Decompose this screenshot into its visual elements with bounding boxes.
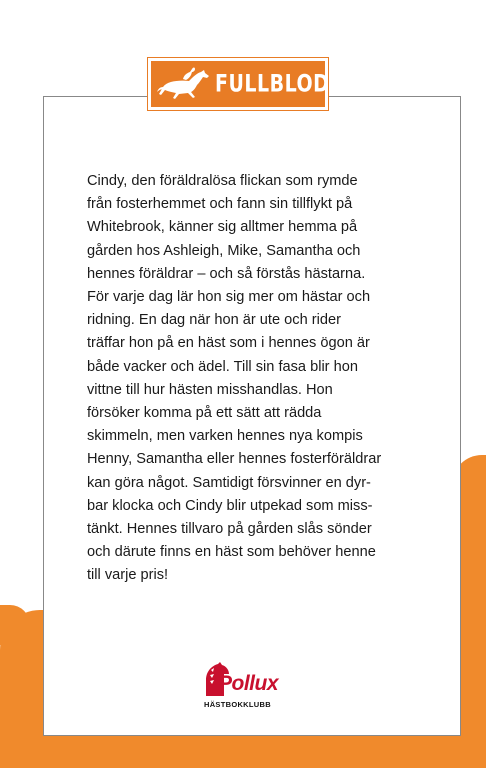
publisher-name: Pollux [218,672,279,695]
publisher-subtitle: HÄSTBOKKLUBB [204,700,271,709]
series-logo [148,58,328,110]
blurb-line: från fosterhemmet och fann sin tillflykt på [87,196,353,213]
blurb-line: ridning. En dag när hon är ute och rider [87,312,341,329]
blurb-line: Henny, Samantha eller hennes fosterföräldrar [87,451,382,468]
horse-and-jockey-icon [157,63,213,105]
blurb-line: tänkt. Hennes tillvaro på gården slås sönder [87,521,372,538]
blurb-line: och därute finns en häst som behöver henne [87,544,376,561]
publisher-logo [196,662,296,718]
blurb-line: vittne till hur hästen misshandlas. Hon [87,381,333,398]
blurb-line: Cindy, den föräldralösa flickan som rymde [87,173,358,189]
series-logo-text: FULLBLOD [215,70,330,98]
blurb-line: För varje dag lär hon sig mer om hästar och [87,289,371,306]
blurb-line: både vacker och ädel. Till sin fasa blir hon [87,358,358,375]
blurb-line: träffar hon på en häst som i hennes ögon är [87,335,370,352]
blurb-text [87,170,432,588]
blurb-line: försöker komma på ett sätt att rädda [87,405,322,422]
blurb-line: Whitebrook, känner sig alltmer hemma på [87,219,358,236]
blurb-line: till varje pris! [87,567,169,584]
blurb-line: gården hos Ashleigh, Mike, Samantha och [87,242,361,259]
blurb-line: skimmeln, men varken hennes nya kompis [87,428,363,445]
blurb-line: hennes föräldrar – och så förstås hästarna. [87,265,366,282]
blurb-line: bar klocka och Cindy blir utpekad som miss- [87,497,373,514]
blurb-line: kan göra något. Samtidigt försvinner en dyr- [87,474,371,491]
orange-paint-splash-left [0,605,30,645]
